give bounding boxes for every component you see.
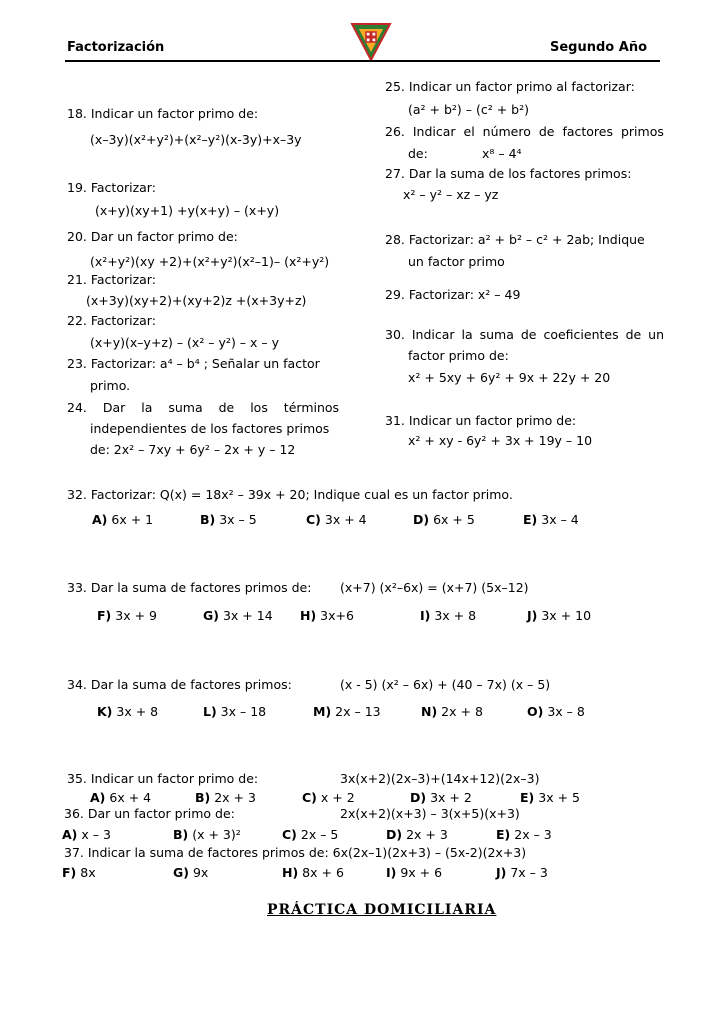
- problem-24-line3: de: 2x² – 7xy + 6y² – 2x + y – 12: [90, 442, 296, 457]
- problem-24-line1: 24. Dar la suma de los términos: [67, 400, 340, 415]
- problem-28-line1: 28. Factorizar: a² + b² – c² + 2ab; Indique: [385, 232, 645, 247]
- problem-25-expr: (a² + b²) – (c² + b²): [408, 102, 529, 117]
- problem-28-line2: un factor primo: [408, 254, 505, 269]
- problem-32-text: 32. Factorizar: Q(x) = 18x² – 39x + 20; Indique cual es un factor primo.: [67, 487, 513, 502]
- option-35-b: B) 2x + 3: [195, 790, 256, 805]
- problem-27-label: 27. Dar la suma de los factores primos:: [385, 166, 632, 181]
- problem-29-label: 29. Factorizar: x² – 49: [385, 287, 521, 302]
- option-32-b: B) 3x – 5: [200, 512, 257, 527]
- problem-24-line2: independientes de los factores primos: [90, 421, 330, 436]
- problem-19-label: 19. Factorizar:: [67, 180, 156, 195]
- problem-36-expr: 2x(x+2)(x+3) – 3(x+5)(x+3): [340, 806, 520, 821]
- problem-34-text: 34. Dar la suma de factores primos:: [67, 677, 292, 692]
- problem-35-expr: 3x(x+2)(2x–3)+(14x+12)(2x–3): [340, 771, 540, 786]
- option-33-h: H) 3x+6: [300, 608, 354, 623]
- option-35-c: C) x + 2: [302, 790, 355, 805]
- problem-37-text: 37. Indicar la suma de factores primos de: 6x(2x–1)(2x+3) – (5x-2)(2x+3): [64, 845, 527, 860]
- problem-19-expr: (x+y)(xy+1) +y(x+y) – (x+y): [95, 203, 280, 218]
- option-33-f: F) 3x + 9: [97, 608, 157, 623]
- option-35-e: E) 3x + 5: [520, 790, 580, 805]
- problem-30-expr: x² + 5xy + 6y² + 9x + 22y + 20: [408, 370, 611, 385]
- problem-26-line2a: de:: [408, 146, 428, 161]
- option-33-i: I) 3x + 8: [420, 608, 477, 623]
- option-36-b: B) (x + 3)²: [173, 827, 241, 842]
- option-33-j: J) 3x + 10: [527, 608, 592, 623]
- problem-21-expr: (x+3y)(xy+2)+(xy+2)z +(x+3y+z): [86, 293, 307, 308]
- option-32-d: D) 6x + 5: [413, 512, 475, 527]
- option-34-k: K) 3x + 8: [97, 704, 159, 719]
- problem-33-expr: (x+7) (x²–6x) = (x+7) (5x–12): [340, 580, 529, 595]
- problem-26-line2b: x⁸ – 4⁴: [482, 146, 522, 161]
- option-36-d: D) 2x + 3: [386, 827, 448, 842]
- option-32-a: A) 6x + 1: [92, 512, 154, 527]
- header-left: Factorización: [67, 40, 165, 55]
- problem-36-text: 36. Dar un factor primo de:: [64, 806, 235, 821]
- option-36-e: E) 2x – 3: [496, 827, 552, 842]
- header-right: Segundo Año: [550, 40, 648, 55]
- problem-20-label: 20. Dar un factor primo de:: [67, 229, 238, 244]
- problem-21-label: 21. Factorizar:: [67, 272, 156, 287]
- option-37-j: J) 7x – 3: [496, 865, 548, 880]
- option-33-g: G) 3x + 14: [203, 608, 273, 623]
- option-36-a: A) x – 3: [62, 827, 111, 842]
- problem-30-line2: factor primo de:: [408, 348, 509, 363]
- problem-22-expr: (x+y)(x–y+z) – (x² – y²) – x – y: [90, 335, 280, 350]
- option-32-e: E) 3x – 4: [523, 512, 579, 527]
- option-37-i: I) 9x + 6: [386, 865, 443, 880]
- problem-31-label: 31. Indicar un factor primo de:: [385, 413, 577, 428]
- option-32-c: C) 3x + 4: [306, 512, 367, 527]
- option-35-a: A) 6x + 4: [90, 790, 152, 805]
- problem-34-expr: (x - 5) (x² – 6x) + (40 – 7x) (x – 5): [340, 677, 551, 692]
- problem-31-expr: x² + xy - 6y² + 3x + 19y – 10: [408, 433, 593, 448]
- option-37-f: F) 8x: [62, 865, 96, 880]
- option-34-o: O) 3x – 8: [527, 704, 585, 719]
- option-35-d: D) 3x + 2: [410, 790, 472, 805]
- school-crest-icon: [350, 22, 392, 62]
- problem-18-label: 18. Indicar un factor primo de:: [67, 106, 259, 121]
- header-divider: [65, 60, 660, 62]
- option-36-c: C) 2x – 5: [282, 827, 339, 842]
- option-34-m: M) 2x – 13: [313, 704, 381, 719]
- problem-18-expr: (x–3y)(x²+y²)+(x²–y²)(x-3y)+x–3y: [90, 132, 302, 147]
- problem-22-label: 22. Factorizar:: [67, 313, 156, 328]
- problem-20-expr: (x²+y²)(xy +2)+(x²+y²)(x²–1)– (x²+y²): [90, 254, 330, 269]
- section-title: PRÁCTICA DOMICILIARIA: [267, 902, 497, 918]
- problem-30-line1: 30. Indicar la suma de coeficientes de un: [385, 327, 665, 342]
- problem-33-text: 33. Dar la suma de factores primos de:: [67, 580, 312, 595]
- problem-23-line1: 23. Factorizar: a⁴ – b⁴ ; Señalar un factor: [67, 356, 320, 371]
- problem-23-line2: primo.: [90, 378, 131, 393]
- problem-27-expr: x² – y² – xz – yz: [403, 187, 499, 202]
- problem-25-label: 25. Indicar un factor primo al factorizar:: [385, 79, 635, 94]
- option-37-g: G) 9x: [173, 865, 209, 880]
- problem-26-line1: 26. Indicar el número de factores primos: [385, 124, 664, 139]
- option-34-n: N) 2x + 8: [421, 704, 483, 719]
- option-37-h: H) 8x + 6: [282, 865, 344, 880]
- problem-35-text: 35. Indicar un factor primo de:: [67, 771, 259, 786]
- option-34-l: L) 3x – 18: [203, 704, 267, 719]
